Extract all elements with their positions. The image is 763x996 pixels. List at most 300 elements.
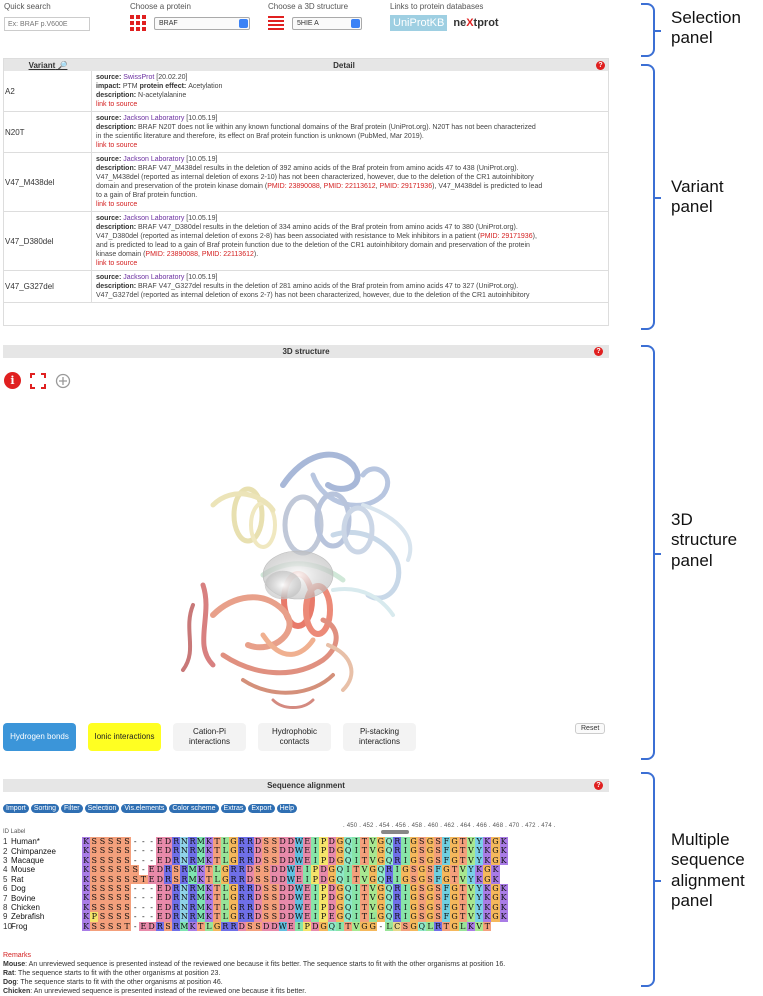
- residue-cell: G: [451, 902, 458, 912]
- residue-cell: G: [426, 883, 434, 893]
- structure-panel-bracket: [641, 345, 655, 760]
- msa-panel-label: Multiple sequence alignment panel: [671, 830, 745, 911]
- residue-cell: D: [164, 846, 172, 856]
- residue-cell: D: [279, 874, 286, 884]
- residue-cell: V: [369, 846, 376, 856]
- structure-panel: [3, 345, 609, 755]
- interaction-toggle-button[interactable]: Cation-Pi interactions: [173, 723, 246, 751]
- residue-cell: Q: [344, 893, 352, 903]
- detail-line: [96, 182, 604, 191]
- residue-cell: G: [410, 837, 417, 846]
- sequence-residues: [82, 903, 508, 912]
- residue-cell: M: [196, 837, 205, 846]
- residue-cell: T: [361, 902, 368, 912]
- residue-cell: E: [304, 883, 311, 893]
- detail-text[interactable]: link to source: [96, 260, 138, 267]
- residue-cell: S: [91, 874, 98, 884]
- protein-grid-icon[interactable]: [130, 15, 146, 31]
- residue-cell: K: [476, 865, 483, 875]
- detail-text[interactable]: PMID: 23890088: [267, 183, 320, 190]
- residue-cell: C: [394, 921, 401, 931]
- residue-cell: K: [492, 874, 499, 884]
- msa-tool-button[interactable]: Selection: [85, 804, 120, 813]
- residue-cell: T: [484, 921, 490, 931]
- residue-cell: I: [352, 884, 360, 893]
- detail-line: [96, 273, 604, 282]
- residue-cell: K: [484, 846, 491, 856]
- detail-text[interactable]: PMID: 29171936: [480, 233, 533, 240]
- residue-cell: D: [263, 921, 270, 931]
- detail-text: PTM: [122, 83, 140, 90]
- residue-cell: D: [328, 846, 335, 856]
- variant-panel-label: Variant panel: [671, 177, 724, 217]
- residue-cell: -: [139, 856, 147, 865]
- residue-cell: D: [320, 874, 327, 884]
- protein-3d-viewer[interactable]: [153, 415, 473, 715]
- residue-cell: S: [107, 837, 114, 846]
- residue-cell: -: [131, 922, 139, 931]
- residue-cell: R: [394, 837, 401, 846]
- residue-cell: R: [238, 912, 245, 922]
- sequence-row[interactable]: [3, 912, 508, 921]
- variant-panel-bracket: [641, 64, 655, 330]
- variant-name: N20T: [4, 112, 92, 152]
- detail-text[interactable]: PMID: 23890088: [145, 251, 198, 258]
- sequence-id: 3: [3, 855, 8, 865]
- detail-text: protein effect:: [139, 83, 189, 90]
- residue-cell: -: [148, 893, 156, 902]
- residue-cell: S: [91, 883, 98, 893]
- residue-cell: D: [287, 846, 294, 856]
- residue-cell: -: [377, 922, 385, 931]
- detail-text: BRAF V47_M438del results in the deletion of 392 amino acids of the Braf protein from amino acids 47 to 438 (UniProt.org).: [138, 165, 519, 172]
- sequence-label: Rat: [11, 874, 24, 884]
- variant-row[interactable]: [4, 153, 608, 212]
- remarks-body: [3, 960, 505, 996]
- detail-text: source:: [96, 115, 124, 122]
- variant-row[interactable]: [4, 112, 608, 153]
- residue-cell: K: [83, 893, 90, 903]
- residue-cell: -: [139, 912, 147, 921]
- residue-cell: E: [328, 912, 335, 922]
- residue-cell: S: [435, 846, 441, 856]
- detail-text[interactable]: Jackson Laboratory: [123, 156, 185, 163]
- help-icon[interactable]: ?: [594, 781, 603, 790]
- uniprot-link[interactable]: UniProtKB: [390, 15, 447, 31]
- residue-cell: S: [132, 874, 138, 884]
- variant-name: V47_D380del: [4, 212, 92, 270]
- msa-tool-button[interactable]: Sorting: [31, 804, 59, 813]
- nextprot-link[interactable]: [453, 17, 498, 29]
- msa-title-bar: [3, 779, 609, 792]
- residue-cell: V: [361, 874, 368, 884]
- sequence-id: 6: [3, 884, 8, 894]
- sequence-row[interactable]: [3, 865, 508, 874]
- detail-text: V47_G327del (reported as internal deletion of exons 2-7) has not been characterized, however, due to the deletion of the CR1 autoinhibitory: [96, 292, 530, 299]
- sequence-row[interactable]: [3, 903, 508, 912]
- msa-tool-button[interactable]: Import: [3, 804, 29, 813]
- residue-cell: S: [91, 865, 98, 875]
- residue-cell: G: [377, 855, 385, 865]
- residue-cell: I: [311, 846, 319, 855]
- residue-cell: -: [131, 912, 139, 921]
- residue-cell: S: [91, 837, 98, 846]
- residue-cell: -: [139, 884, 147, 893]
- residue-cell: T: [214, 912, 220, 922]
- detail-text[interactable]: PMID: 22113612: [201, 251, 254, 258]
- residue-cell: K: [205, 912, 212, 922]
- msa-tool-button[interactable]: Export: [248, 804, 274, 813]
- residue-cell: R: [394, 855, 401, 865]
- msa-tool-button[interactable]: Color scheme: [169, 804, 218, 813]
- residue-cell: S: [116, 846, 122, 856]
- residue-cell: K: [83, 902, 90, 912]
- residue-cell: G: [369, 865, 376, 875]
- residue-cell: W: [294, 855, 304, 865]
- residue-cell: R: [173, 912, 180, 922]
- residue-cell: G: [418, 874, 425, 884]
- residue-cell: G: [451, 883, 458, 893]
- variant-row[interactable]: [4, 71, 608, 112]
- residue-cell: G: [336, 912, 344, 922]
- residue-cell: S: [271, 912, 278, 922]
- structure-title: 3D structure: [282, 347, 330, 356]
- sequence-row[interactable]: [3, 837, 508, 846]
- sequence-residues: [82, 912, 508, 921]
- sequence-row[interactable]: [3, 922, 508, 931]
- residue-cell: T: [206, 874, 212, 884]
- residue-cell: S: [263, 902, 269, 912]
- residue-cell: K: [492, 865, 499, 875]
- help-icon[interactable]: ?: [594, 347, 603, 356]
- variant-row[interactable]: [4, 212, 608, 271]
- detail-text[interactable]: SwissProt: [123, 74, 155, 81]
- residue-cell: W: [294, 902, 304, 912]
- residue-cell: G: [328, 865, 335, 875]
- residue-cell: G: [213, 921, 221, 931]
- residue-cell: D: [164, 837, 172, 846]
- residue-cell: T: [443, 921, 450, 931]
- residue-cell: V: [459, 865, 466, 875]
- residue-cell: V: [369, 902, 376, 912]
- residue-cell: F: [435, 865, 441, 875]
- residue-cell: K: [484, 912, 491, 922]
- residue-cell: S: [107, 846, 114, 856]
- detail-text[interactable]: link to source: [96, 201, 138, 208]
- variant-name: A2: [4, 71, 92, 111]
- residue-cell: T: [214, 893, 220, 903]
- residue-cell: S: [247, 921, 253, 931]
- residue-cell: S: [263, 874, 269, 884]
- residue-cell: K: [83, 837, 90, 846]
- residue-cell: S: [116, 902, 122, 912]
- residue-cell: T: [361, 893, 368, 903]
- residue-cell: D: [246, 865, 254, 875]
- msa-tool-button[interactable]: Help: [277, 804, 297, 813]
- remark-text: : The sequence starts to fit with the other organisms at position 46.: [16, 979, 223, 986]
- residue-cell: -: [148, 912, 156, 921]
- interaction-toggle-button[interactable]: Pi-stacking interactions: [343, 723, 416, 751]
- detail-text[interactable]: Jackson Laboratory: [123, 274, 185, 281]
- detail-text: description:: [96, 283, 139, 290]
- sequence-residues: [82, 837, 508, 846]
- residue-cell: G: [410, 883, 417, 893]
- variant-detail: [92, 71, 608, 111]
- residue-cell: P: [320, 893, 327, 903]
- alignment-grid[interactable]: [3, 837, 508, 931]
- residue-cell: V: [369, 883, 376, 893]
- residue-cell: T: [214, 855, 220, 865]
- residue-cell: Q: [385, 837, 393, 846]
- residue-cell: S: [91, 921, 98, 931]
- residue-cell: G: [336, 837, 344, 846]
- residue-cell: G: [222, 865, 229, 875]
- residue-cell: G: [451, 846, 458, 856]
- residue-cell: L: [222, 883, 228, 893]
- residue-cell: T: [460, 883, 466, 893]
- sequence-label: Mouse: [11, 865, 36, 875]
- msa-tool-button[interactable]: Filter: [61, 804, 83, 813]
- residue-cell: K: [467, 921, 474, 931]
- residue-cell: S: [116, 893, 122, 903]
- residue-cell: R: [189, 893, 196, 903]
- residue-cell: K: [83, 912, 90, 922]
- residue-cell: P: [312, 874, 319, 884]
- residue-cell: R: [189, 855, 196, 865]
- residue-cell: R: [173, 921, 180, 931]
- residue-cell: G: [377, 902, 385, 912]
- residue-cell: S: [99, 855, 106, 865]
- residue-cell: Q: [344, 855, 352, 865]
- nextprot-text-a: ne: [453, 17, 467, 29]
- sequence-row[interactable]: [3, 884, 508, 893]
- residue-cell: Q: [344, 912, 352, 922]
- msa-panel-bracket: [641, 772, 655, 987]
- detail-line: [96, 91, 604, 100]
- residue-cell: T: [206, 865, 212, 875]
- residue-cell: S: [255, 921, 261, 931]
- residue-cell: W: [294, 883, 304, 893]
- residue-cell: G: [377, 846, 385, 856]
- help-icon[interactable]: ?: [596, 61, 605, 70]
- variant-column-header[interactable]: Variant 🔎: [28, 60, 68, 70]
- residue-cell: I: [311, 903, 319, 912]
- residue-cell: I: [303, 875, 311, 884]
- residue-cell: Q: [344, 902, 352, 912]
- residue-cell: I: [401, 846, 409, 855]
- residue-cell: G: [230, 837, 237, 846]
- sequence-residues: [82, 893, 508, 902]
- detail-text: ).: [253, 251, 259, 258]
- residue-cell: -: [139, 837, 147, 846]
- residue-cell: G: [410, 893, 417, 903]
- detail-text[interactable]: link to source: [96, 142, 138, 149]
- residue-cell: R: [246, 893, 253, 903]
- detail-text[interactable]: Jackson Laboratory: [123, 215, 185, 222]
- reset-button[interactable]: Reset: [575, 723, 605, 734]
- residue-cell: P: [320, 883, 327, 893]
- residue-cell: G: [492, 846, 499, 856]
- protein-chooser: [130, 2, 250, 31]
- sequence-row[interactable]: [3, 875, 508, 884]
- residue-cell: S: [91, 902, 98, 912]
- variant-table-body[interactable]: [4, 71, 608, 303]
- residue-cell: G: [443, 874, 450, 884]
- residue-cell: D: [320, 865, 327, 875]
- msa-tool-button[interactable]: Extras: [221, 804, 247, 813]
- residue-cell: R: [189, 883, 196, 893]
- residue-cell: L: [214, 874, 220, 884]
- residue-cell: G: [377, 893, 385, 903]
- residue-cell: T: [460, 855, 466, 865]
- residue-cell: E: [304, 837, 311, 846]
- residue-cell: D: [328, 837, 335, 846]
- residue-cell: D: [279, 837, 286, 846]
- structure-title-bar: [3, 345, 609, 358]
- detail-text: ), V47_M438del is predicted to lead: [432, 183, 543, 190]
- msa-title: Sequence alignment: [267, 781, 345, 790]
- remark-line: [3, 960, 505, 969]
- detail-text: kinase domain (: [96, 251, 146, 258]
- residue-cell: D: [279, 893, 286, 903]
- residue-cell: M: [188, 865, 197, 875]
- residue-cell: G: [377, 912, 385, 922]
- residue-cell: K: [83, 846, 90, 856]
- residue-cell: G: [410, 921, 417, 931]
- residue-cell: D: [328, 855, 335, 865]
- sequence-ruler: . 450 . 452 . 454 . 456 . 458 . 460 . 462 . 464 . 466 . 468 . 470 . 472 . 474 .: [343, 823, 556, 829]
- residue-cell: M: [196, 912, 205, 922]
- residue-cell: S: [116, 883, 122, 893]
- residue-cell: S: [419, 912, 425, 922]
- msa-tool-button[interactable]: Vis.elements: [121, 804, 167, 813]
- detail-text: domain and preservation of the protein kinase domain (: [96, 183, 268, 190]
- residue-cell: G: [426, 837, 434, 846]
- residue-cell: P: [320, 902, 327, 912]
- residue-cell: S: [124, 902, 130, 912]
- residue-cell: R: [173, 855, 180, 865]
- detail-text[interactable]: link to source: [96, 101, 138, 108]
- residue-cell: Q: [385, 855, 393, 865]
- detail-text: V47_M438del (reported as internal deletion of exons 2-10) has not been characterized, however, due to the deletion of the CR1 autoinhibitory: [96, 174, 534, 181]
- variant-name: V47_G327del: [4, 271, 92, 302]
- detail-text[interactable]: Jackson Laboratory: [123, 115, 185, 122]
- residue-cell: G: [484, 874, 491, 884]
- sequence-row[interactable]: [3, 856, 508, 865]
- residue-cell: S: [271, 902, 278, 912]
- residue-cell: S: [124, 837, 130, 846]
- residue-cell: R: [189, 902, 196, 912]
- residue-cell: S: [263, 912, 269, 922]
- residue-cell: I: [352, 846, 360, 855]
- structure-list-icon[interactable]: [268, 15, 284, 31]
- residue-cell: D: [287, 855, 294, 865]
- residue-cell: V: [468, 855, 474, 865]
- residue-cell: S: [419, 893, 425, 903]
- residue-cell: G: [410, 902, 417, 912]
- residue-cell: V: [468, 883, 474, 893]
- variant-table-header: [4, 59, 608, 71]
- residue-cell: E: [148, 865, 155, 875]
- detail-text: ,: [375, 183, 380, 190]
- center-view-icon[interactable]: [55, 373, 71, 389]
- sequence-row[interactable]: [3, 893, 508, 902]
- info-icon[interactable]: i: [4, 372, 21, 389]
- residue-cell: K: [83, 865, 90, 875]
- residue-cell: S: [402, 921, 409, 931]
- protein-select-value: BRAF: [159, 19, 178, 27]
- sequence-row[interactable]: [3, 846, 508, 855]
- structure-chooser-label: Choose a 3D structure: [268, 2, 349, 11]
- residue-cell: T: [361, 883, 368, 893]
- residue-cell: N: [180, 912, 188, 922]
- residue-cell: K: [197, 865, 204, 875]
- interaction-toggle-button[interactable]: Hydrogen bonds: [3, 723, 76, 751]
- structure-toolbar: [3, 372, 609, 389]
- residue-cell: S: [107, 912, 114, 922]
- sequence-id: 1: [3, 837, 8, 847]
- residue-cell: I: [393, 875, 401, 884]
- residue-cell: N: [180, 883, 188, 893]
- residue-cell: S: [107, 874, 114, 884]
- detail-line: [96, 73, 604, 82]
- residue-cell: S: [271, 893, 278, 903]
- sequence-residues: [82, 865, 500, 874]
- residue-cell: R: [238, 874, 245, 884]
- residue-cell: S: [99, 846, 106, 856]
- residue-cell: D: [254, 893, 262, 903]
- residue-cell: -: [148, 903, 156, 912]
- residue-cell: R: [189, 846, 196, 856]
- detail-text: and is predicted to lead to a gain of Braf protein function due to the deletion of the CR1 autoinhibitory domain and preservation of the protein: [96, 242, 530, 249]
- sequence-residues: [82, 875, 500, 884]
- residue-cell: E: [304, 855, 311, 865]
- residue-cell: P: [320, 837, 327, 846]
- residue-cell: S: [255, 874, 261, 884]
- detail-text[interactable]: PMID: 22113612: [323, 183, 376, 190]
- residue-cell: E: [304, 912, 311, 922]
- residue-cell: T: [361, 912, 368, 922]
- residue-cell: Y: [476, 912, 482, 922]
- structure-chooser: [268, 2, 362, 31]
- fullscreen-icon[interactable]: [30, 373, 46, 389]
- residue-cell: G: [484, 865, 491, 875]
- database-links-label: Links to protein databases: [390, 2, 484, 11]
- residue-cell: L: [427, 921, 433, 931]
- residue-cell: I: [303, 865, 311, 874]
- residue-cell: E: [304, 893, 311, 903]
- quick-search-input[interactable]: [4, 17, 90, 31]
- interaction-toggle-button[interactable]: Hydrophobic contacts: [258, 723, 331, 751]
- residue-cell: I: [352, 893, 360, 902]
- residue-cell: M: [196, 902, 205, 912]
- residue-cell: I: [401, 837, 409, 846]
- ruler-scroll-handle[interactable]: [381, 830, 409, 834]
- residue-cell: T: [361, 837, 368, 846]
- residue-cell: D: [254, 855, 262, 865]
- residue-cell: S: [99, 902, 106, 912]
- residue-cell: I: [344, 875, 352, 884]
- residue-cell: M: [188, 874, 197, 884]
- detail-text[interactable]: PMID: 29171936: [379, 183, 433, 190]
- interaction-toggle-button[interactable]: Ionic interactions: [88, 723, 161, 751]
- remark-text: : The sequence starts to fit with the other organisms at position 23.: [14, 970, 221, 977]
- protein-select[interactable]: [154, 17, 250, 30]
- structure-select[interactable]: [292, 17, 362, 30]
- residue-cell: S: [255, 865, 261, 875]
- residue-cell: Q: [418, 921, 426, 931]
- variant-row[interactable]: [4, 271, 608, 303]
